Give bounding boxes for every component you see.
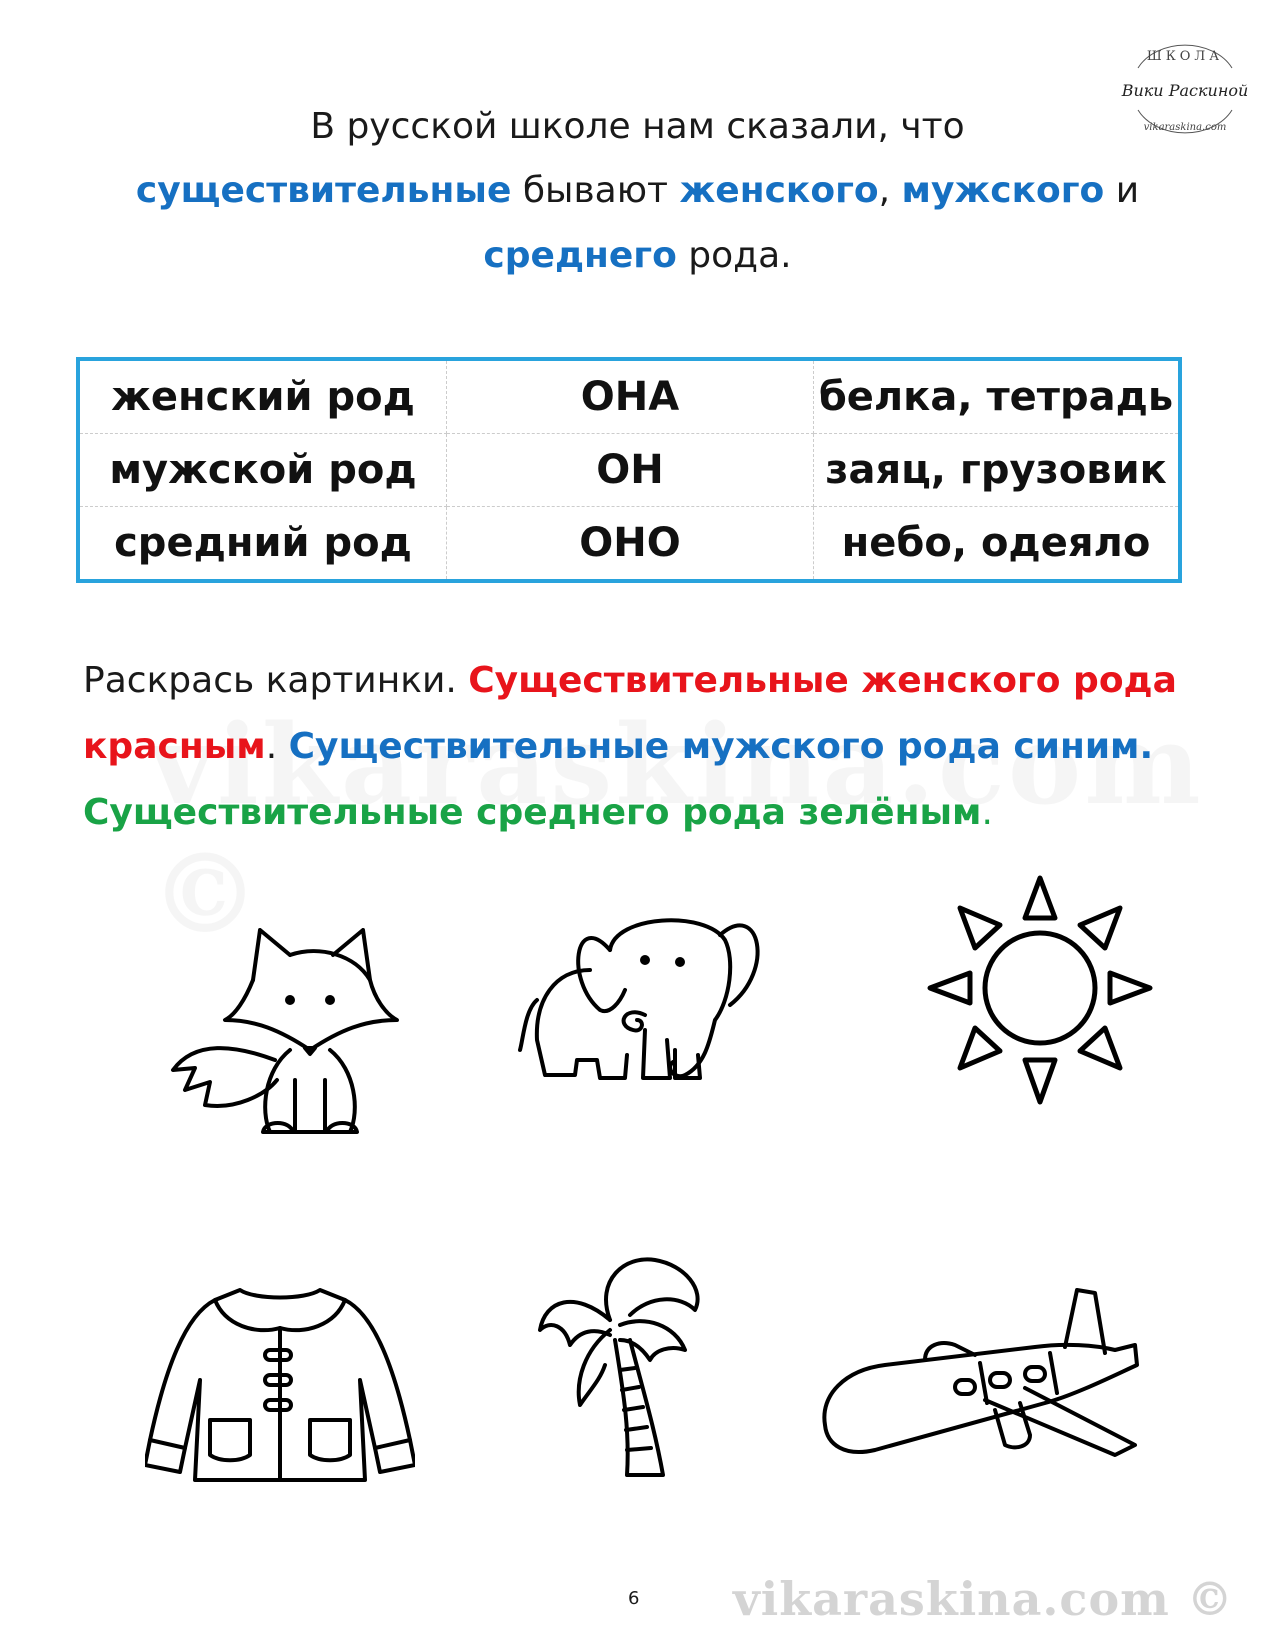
task-final-dot: . — [981, 792, 993, 833]
coat-picture[interactable] — [145, 1280, 415, 1490]
task-red: красным — [83, 726, 266, 767]
task-line-2 — [83, 726, 1193, 767]
svg-text:Вики Раскиной: Вики Раскиной — [1121, 81, 1249, 100]
gender-name-cell: женский род — [78, 359, 447, 434]
task-masculine: Существительные мужского рода синим. — [288, 726, 1154, 767]
airplane-picture[interactable] — [815, 1285, 1145, 1475]
intro-line-2 — [0, 170, 1275, 211]
intro-text: бывают — [511, 170, 680, 211]
elephant-picture[interactable] — [515, 890, 765, 1100]
table-row — [78, 434, 1180, 507]
task-intro: Раскрась картинки. — [83, 660, 469, 701]
gender-name-cell: мужской род — [78, 434, 447, 507]
task-neuter: Существительные среднего рода зелёным — [83, 792, 982, 833]
examples-cell: небо, одеяло — [841, 520, 1151, 566]
examples-cell: заяц, грузовик — [814, 434, 1181, 507]
task-line-3 — [83, 792, 1193, 833]
task-feminine: Существительные женского рода — [468, 660, 1177, 701]
sun-picture[interactable] — [925, 870, 1155, 1110]
examples-cell: белка, тетрадь — [814, 359, 1181, 434]
pronoun-cell: ОНО — [447, 507, 814, 582]
gender-table — [76, 357, 1182, 583]
word-feminine: женского — [679, 170, 879, 211]
pronoun-cell: ОНА — [447, 359, 814, 434]
svg-text:ШКОЛА: ШКОЛА — [1146, 49, 1224, 64]
intro-comma: , — [878, 170, 902, 211]
intro-line-3 — [0, 235, 1275, 276]
word-nouns: существительные — [135, 170, 512, 211]
intro-end: рода. — [676, 235, 792, 276]
task-dot: . — [265, 726, 289, 767]
gender-name-cell: средний род — [78, 507, 447, 582]
table-row — [78, 359, 1180, 434]
task-line-1 — [83, 660, 1193, 701]
table-row — [78, 507, 1180, 582]
word-masculine: мужского — [901, 170, 1105, 211]
intro-and: и — [1104, 170, 1140, 211]
svg-text:vikaraskina.com: vikaraskina.com — [1143, 122, 1227, 133]
pronoun-cell: ОН — [447, 434, 814, 507]
fox-picture[interactable] — [165, 920, 425, 1140]
site-watermark: vikaraskina.com © — [733, 1572, 1234, 1626]
page-number: 6 — [628, 1588, 640, 1609]
palm-tree-picture[interactable] — [535, 1250, 715, 1480]
word-neuter: среднего — [483, 235, 677, 276]
intro-line-1: В русской школе нам сказали, что — [310, 106, 965, 147]
